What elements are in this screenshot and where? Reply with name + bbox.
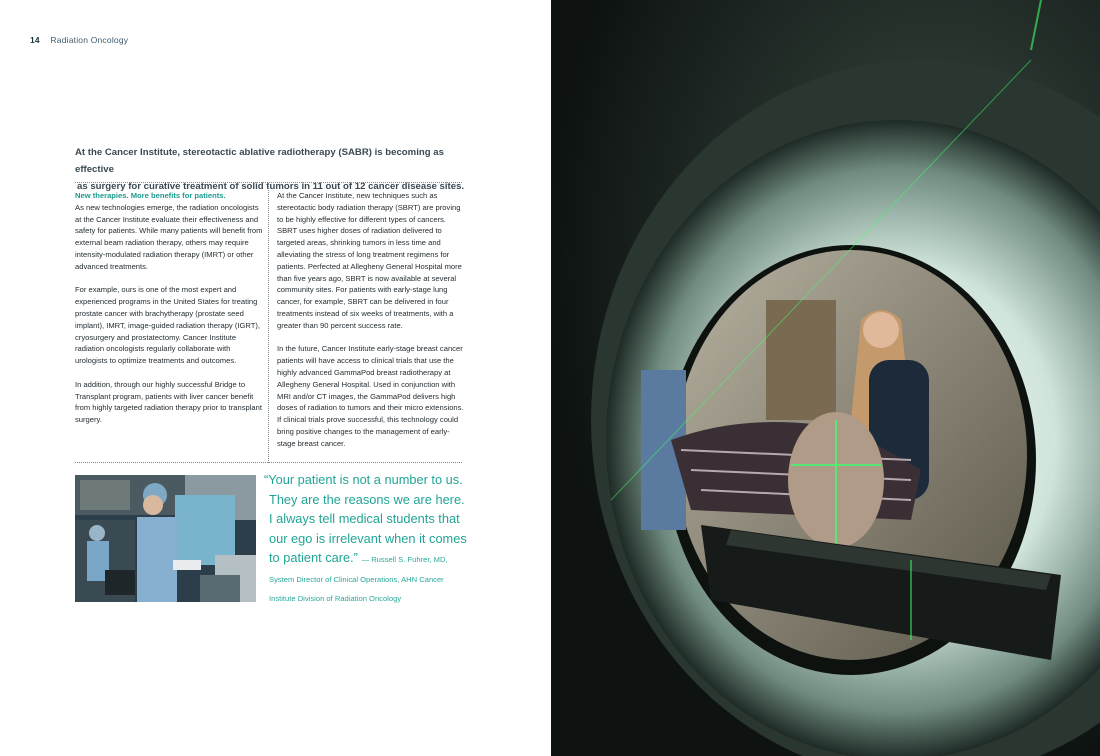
radiation-treatment-photo	[551, 0, 1100, 756]
page-number: 14	[30, 35, 40, 45]
quote-line: They are the reasons we are here.	[269, 491, 465, 507]
attribution-title: System Director of Clinical Operations, AHN Cancer	[269, 574, 444, 584]
pull-quote	[264, 470, 474, 609]
lead-line-2: as surgery for curative treatment of solid tumors in 11 out of 12 cancer disease sites.	[77, 181, 465, 192]
text-column-right	[277, 190, 465, 450]
paragraph: At the Cancer Institute, new techniques such as stereotactic body radiation therapy (SBRT) are proving to be highly effective for different types of cancers. SBRT uses higher doses of radiation delivered to targeted areas, shrinking tumors in less time and alleviating the stress of long treatment regimens for patients. Perfected at Allegheny General Hospital more than five years ago, SBRT is now available at several community sites. For patients with early-stage lung cancer, for example, SBRT can be delivered in four treatments instead of six weeks of treatments, with a greater than 90 percent success rate.	[277, 191, 462, 330]
right-page	[551, 0, 1100, 756]
quote-line: I always tell medical students that	[269, 511, 460, 526]
quote-last-line	[264, 548, 474, 570]
quote-line: “Your patient is not a number to us.	[264, 472, 463, 487]
paragraph-text: As new technologies emerge, the radiation oncologists at the Cancer Institute evaluate their effectiveness and safety for patients. While many patients will benefit from external beam radiation therapy, others may require intensity-modulated radiation therapy (IMRT) or other advanced treatments.	[75, 202, 263, 271]
quote-attribution: — Russell S. Fuhrer, MD,	[361, 555, 448, 564]
lead-line-1: At the Cancer Institute, stereotactic ablative radiotherapy (SABR) is becoming as effective	[75, 147, 444, 175]
subheading: New therapies. More benefits for patients.	[75, 191, 226, 200]
column-dotted-divider	[268, 183, 269, 463]
section-title: Radiation Oncology	[50, 35, 129, 45]
attribution-title: Institute Division of Radiation Oncology	[269, 594, 402, 603]
lead-statement	[75, 144, 470, 195]
quote-line: our ego is irrelevant when it comes	[269, 530, 467, 546]
page-header	[30, 35, 128, 45]
quote-line: to patient care.”	[269, 550, 358, 565]
text-column-left	[75, 190, 263, 426]
paragraph: In the future, Cancer Institute early-stage breast cancer patients will have access to clinical trials that use the highly advanced GammaPod breast radiotherapy at Allegheny General Hospital. Used in conjunction with MRI and/or CT images, the GammaPod delivers high doses of radiation to tumors and their micro extensions. If clinical trials prove successful, this technology could bring positive changes to the management of early-stage breast cancer.	[277, 344, 464, 448]
paragraph	[75, 190, 263, 273]
paragraph: For example, ours is one of the most expert and experienced programs in the United States for treating prostate cancer with brachytherapy (prostate seed implant), IMRT, image-guided radiation therapy (IGRT), cryosurgery and prostatectomy. Cancer Institute radiation oncologists regularly collaborate with urologists to optimize treatments and outcomes.	[75, 285, 260, 366]
surgeon-photo	[75, 475, 256, 602]
paragraph: In addition, through our highly successful Bridge to Transplant program, patients with liver cancer benefit from highly targeted radiation therapy prior to transplant surgery.	[75, 379, 262, 425]
bottom-dotted-divider	[75, 462, 462, 463]
